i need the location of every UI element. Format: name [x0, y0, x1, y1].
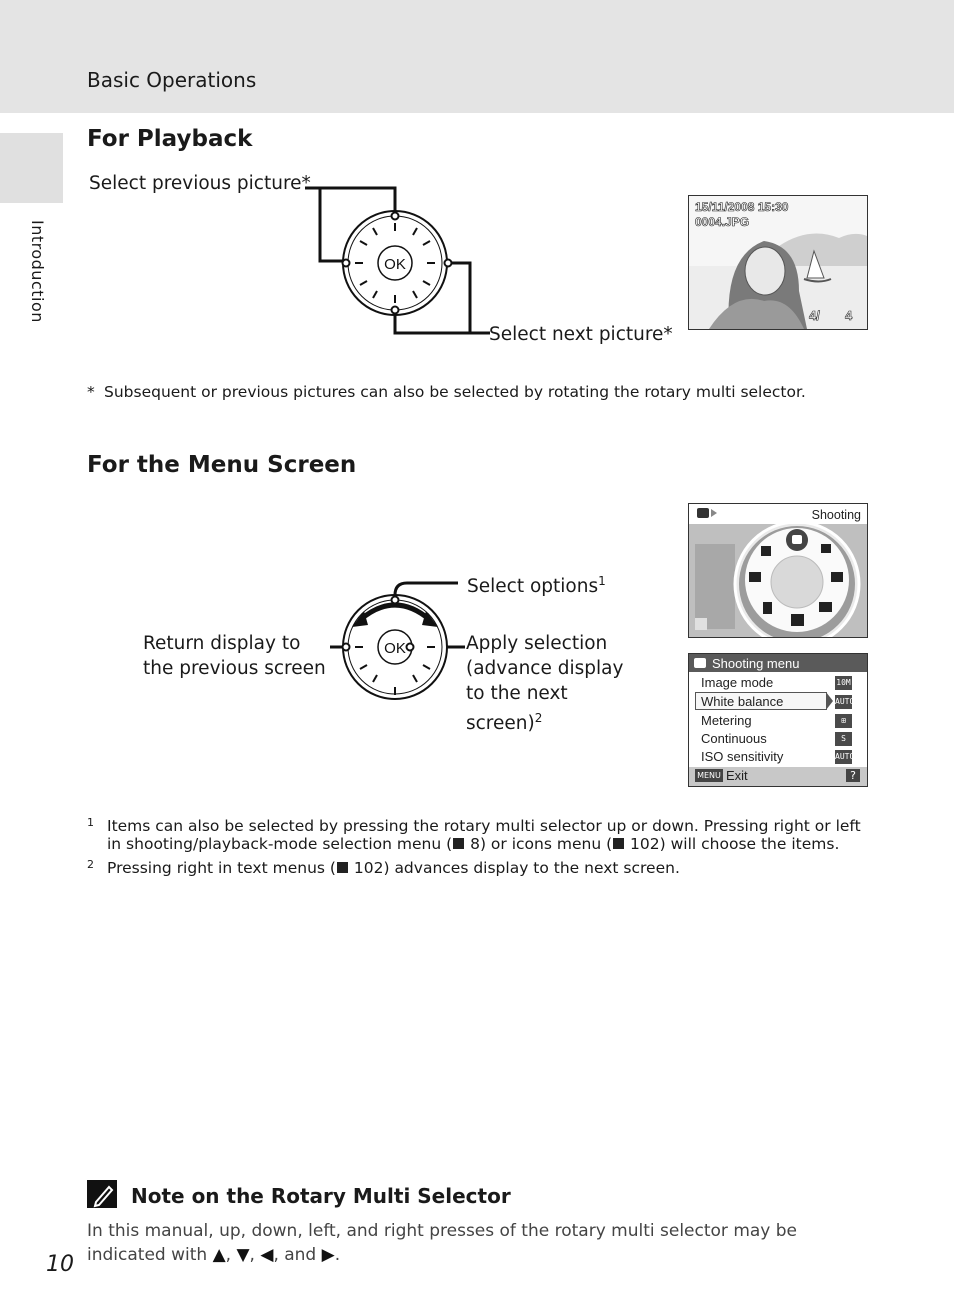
screen-counter-total: 4	[845, 308, 853, 323]
menu-item-value-icon: AUTO	[835, 695, 852, 709]
page-ref-icon	[337, 862, 348, 873]
help-icon: ?	[846, 769, 860, 782]
rotary-selector-playback-diagram	[300, 183, 490, 343]
label-next-picture: Select next picture*	[489, 324, 673, 345]
footnote2-mark: 2	[87, 858, 94, 871]
side-tab	[0, 133, 63, 203]
menu-item-value-icon: ⊞	[835, 714, 852, 728]
camera-icon	[697, 508, 709, 518]
label-apply-selection: Apply selection (advance display to the next screen)$^2$	[466, 633, 624, 735]
playback-heading: For Playback	[87, 126, 253, 152]
footnote1: Items can also be selected by pressing the rotary multi selector up or down. Pressing right or left in shooting/playback-mode selection menu ( 8) or icons menu ( 102) will choose the items.	[107, 817, 861, 853]
menu-key-icon: MENU	[695, 769, 723, 782]
shooting-screen-title: Shooting	[811, 508, 861, 522]
menu-item[interactable]: Image mode	[701, 675, 774, 690]
section-title: Basic Operations	[87, 68, 257, 92]
rotary-selector-menu-diagram	[330, 575, 470, 705]
menu-item[interactable]: Continuous	[701, 731, 767, 746]
label-select-options: Select options$^1$	[467, 574, 606, 598]
page-ref-icon	[453, 838, 464, 849]
page-number: 10	[46, 1252, 74, 1277]
side-tab-label: Introduction	[28, 220, 47, 323]
mode-wheel	[689, 524, 867, 637]
ok-button-label-menu: OK	[384, 640, 406, 657]
screen-datetime: 15/11/2008 15:30	[695, 200, 789, 214]
footnote2: Pressing right in text menus ( 102) advances display to the next screen.	[107, 859, 680, 877]
arrow-down-icon: ▼	[236, 1245, 250, 1265]
note-pencil-icon	[87, 1180, 117, 1208]
screen-filename: 0004.JPG	[695, 215, 750, 229]
menu-screen-heading: For the Menu Screen	[87, 452, 357, 478]
playback-footnote-mark: *	[87, 383, 95, 401]
arrow-right-icon: ▶	[321, 1245, 335, 1265]
label-previous-picture: Select previous picture*	[89, 173, 311, 194]
page-ref-icon	[613, 838, 624, 849]
playback-footnote: Subsequent or previous pictures can also be selected by rotating the rotary multi selector.	[104, 383, 806, 401]
ok-button-label: OK	[384, 256, 406, 273]
arrow-right-icon	[826, 692, 833, 710]
arrow-left-icon: ◀	[260, 1245, 274, 1265]
note-body: In this manual, up, down, left, and right presses of the rotary multi selector may be indicated with ▲, ▼, ◀, and ▶.	[87, 1221, 798, 1265]
arrow-up-icon: ▲	[212, 1245, 226, 1265]
menu-item[interactable]: ISO sensitivity	[701, 749, 784, 764]
shooting-menu-screen	[688, 653, 868, 787]
menu-item[interactable]: White balance	[701, 694, 784, 709]
label-return-display: Return display to the previous screen	[143, 633, 326, 679]
screen-counter: 4/	[809, 308, 820, 323]
playback-screen	[688, 195, 868, 330]
menu-exit-label: Exit	[726, 768, 748, 783]
menu-item-value-icon: S	[835, 732, 852, 746]
menu-item-value-icon: AUTO	[835, 750, 852, 764]
menu-item[interactable]: Metering	[701, 713, 752, 728]
arrow-right-icon	[711, 509, 717, 517]
menu-title: Shooting menu	[712, 656, 800, 671]
shooting-mode-screen	[688, 503, 868, 638]
menu-item-value-icon: 10M	[835, 676, 852, 690]
camera-icon	[694, 658, 706, 668]
header-band	[0, 0, 954, 113]
note-title: Note on the Rotary Multi Selector	[131, 1184, 511, 1208]
footnote1-mark: 1	[87, 816, 94, 829]
